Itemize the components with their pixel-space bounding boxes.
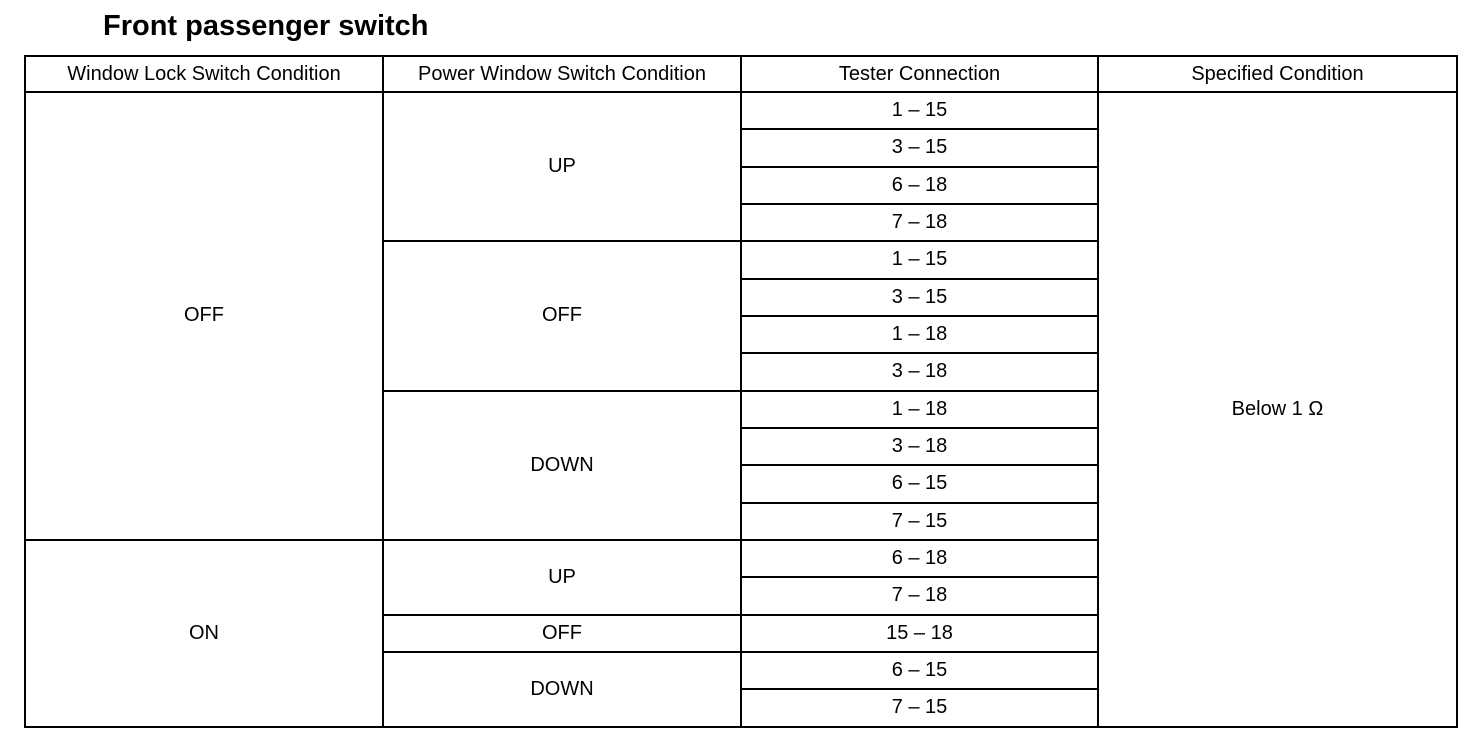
header-window-lock-switch-condition: Window Lock Switch Condition: [25, 56, 383, 92]
power-condition-cell: DOWN: [383, 391, 741, 540]
tester-connection-cell: 3 – 15: [741, 129, 1098, 166]
tester-connection-cell: 7 – 15: [741, 689, 1098, 726]
tester-connection-cell: 1 – 15: [741, 92, 1098, 129]
tester-connection-cell: 7 – 18: [741, 204, 1098, 241]
tester-connection-cell: 7 – 15: [741, 503, 1098, 540]
specified-condition-cell: Below 1 Ω: [1098, 92, 1457, 727]
tester-connection-cell: 3 – 18: [741, 428, 1098, 465]
power-condition-cell: UP: [383, 540, 741, 615]
header-power-window-switch-condition: Power Window Switch Condition: [383, 56, 741, 92]
tester-connection-cell: 6 – 18: [741, 167, 1098, 204]
tester-connection-cell: 3 – 15: [741, 279, 1098, 316]
switch-inspection-table: [24, 55, 1458, 728]
tester-connection-cell: 3 – 18: [741, 353, 1098, 390]
power-condition-cell: DOWN: [383, 652, 741, 727]
table-header-row: [25, 56, 1457, 92]
tester-connection-cell: 1 – 15: [741, 241, 1098, 278]
tester-connection-cell: 1 – 18: [741, 316, 1098, 353]
tester-connection-cell: 1 – 18: [741, 391, 1098, 428]
tester-connection-cell: 6 – 18: [741, 540, 1098, 577]
header-specified-condition: Specified Condition: [1098, 56, 1457, 92]
tester-connection-cell: 6 – 15: [741, 652, 1098, 689]
header-tester-connection: Tester Connection: [741, 56, 1098, 92]
power-condition-cell: UP: [383, 92, 741, 241]
tester-connection-cell: 15 – 18: [741, 615, 1098, 652]
lock-condition-cell: ON: [25, 540, 383, 727]
page-title: Front passenger switch: [103, 10, 429, 42]
power-condition-cell: OFF: [383, 241, 741, 390]
table-row: [25, 92, 1457, 129]
lock-condition-cell: OFF: [25, 92, 383, 540]
power-condition-cell: OFF: [383, 615, 741, 652]
tester-connection-cell: 7 – 18: [741, 577, 1098, 614]
tester-connection-cell: 6 – 15: [741, 465, 1098, 502]
